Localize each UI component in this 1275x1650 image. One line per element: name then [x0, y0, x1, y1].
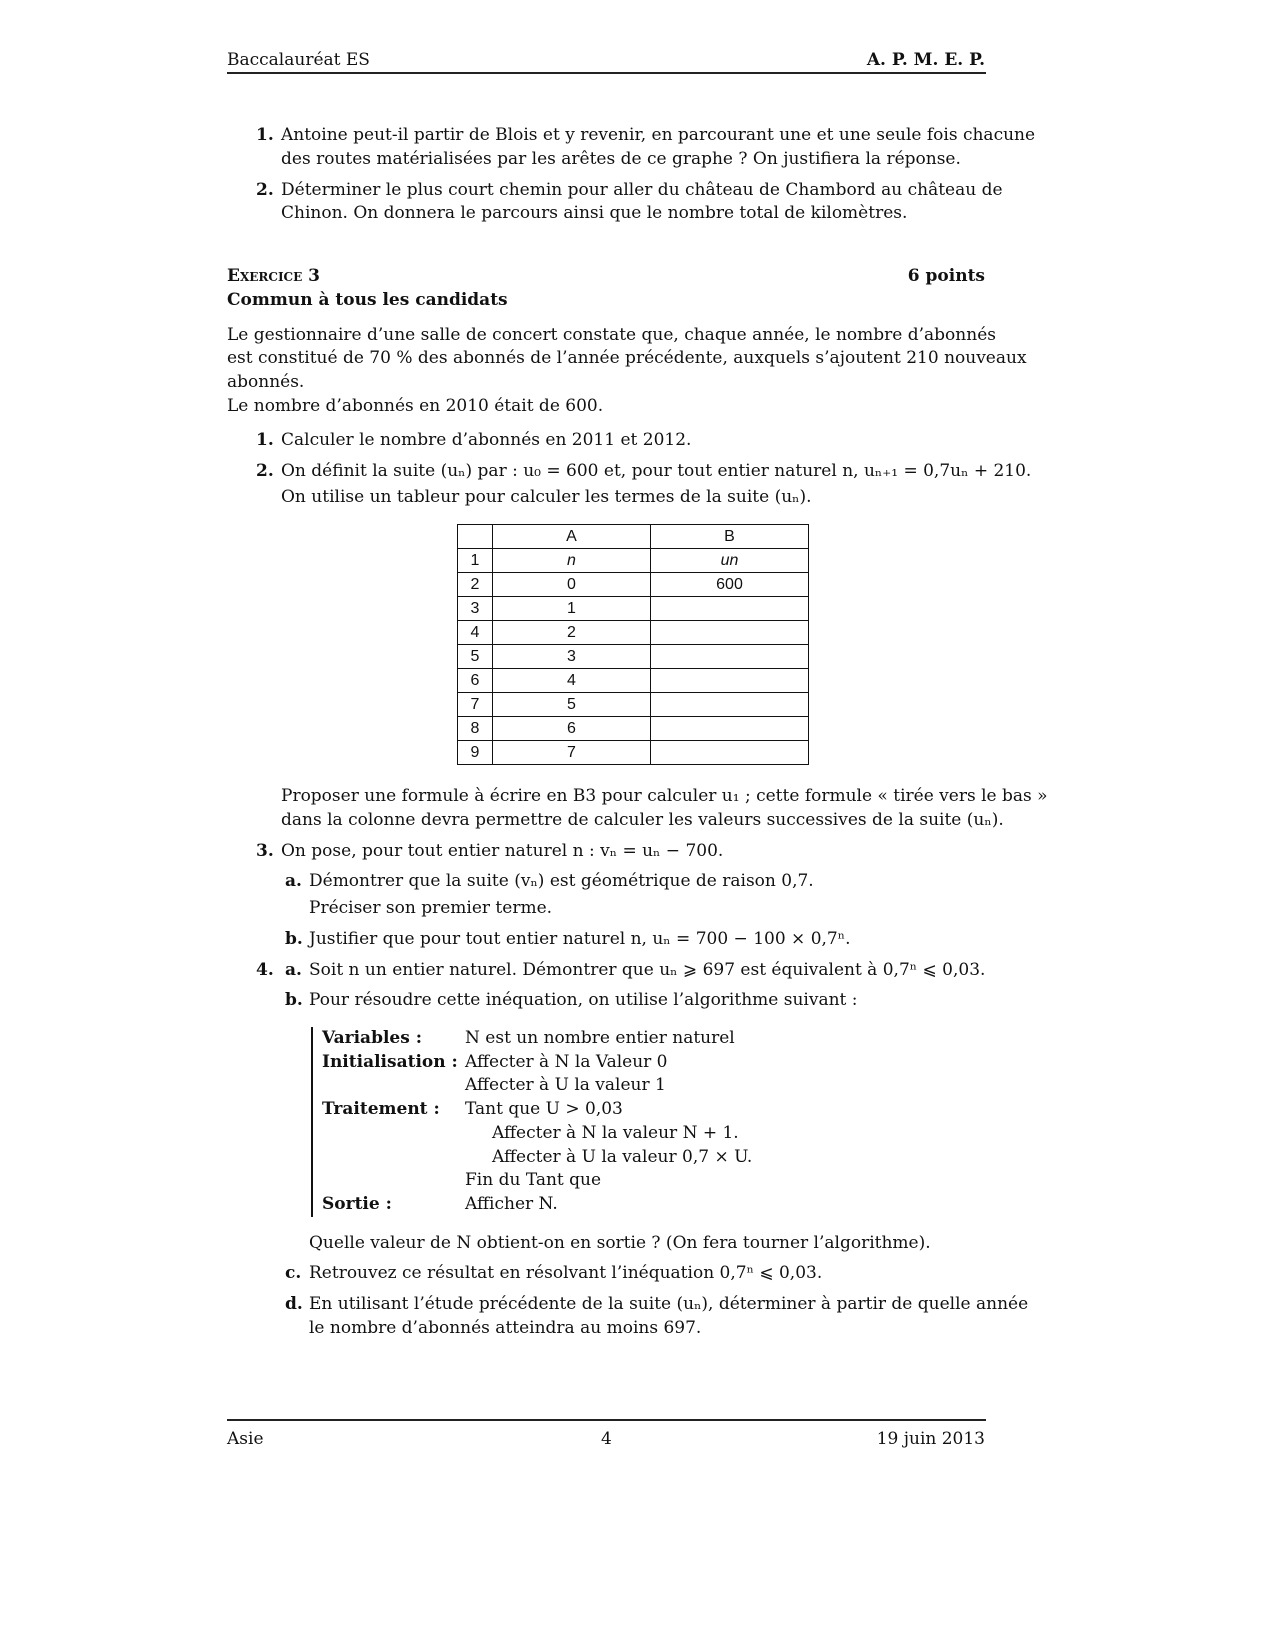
page-number: 4 — [601, 1429, 612, 1449]
item-number: 2. — [256, 180, 274, 200]
algo-line: Afficher N. — [465, 1194, 558, 1214]
text-line: Antoine peut-il partir de Blois et y revenir, en parcourant une et une seule fois chacune — [281, 125, 1036, 145]
table-cell: 4 — [493, 669, 651, 693]
text-line: Justifier que pour tout entier naturel n, uₙ = 700 − 100 × 0,7ⁿ. — [309, 929, 851, 949]
table-header-row — [458, 525, 809, 549]
table-cell — [651, 597, 809, 621]
text-line: Préciser son premier terme. — [309, 898, 553, 918]
algo-label: Traitement : — [322, 1099, 440, 1119]
footer-left: Asie — [227, 1429, 264, 1449]
text-line: le nombre d’abonnés atteindra au moins 697. — [309, 1318, 702, 1338]
row-header: 1 — [458, 549, 493, 573]
row-header: 7 — [458, 693, 493, 717]
table-row — [458, 693, 809, 717]
header-left: Baccalauréat ES — [227, 50, 370, 70]
row-header: 3 — [458, 597, 493, 621]
text-line: Chinon. On donnera le parcours ainsi que le nombre total de kilomètres. — [281, 203, 908, 223]
table-cell: 600 — [651, 573, 809, 597]
table-cell: 0 — [493, 573, 651, 597]
item-number: 3. — [256, 841, 274, 861]
table-cell: un — [651, 549, 809, 573]
exercise-title: Exercice 3 — [227, 266, 320, 286]
item-number: c. — [285, 1263, 302, 1283]
table-cell: 6 — [493, 717, 651, 741]
table-cell — [651, 645, 809, 669]
text-line: des routes matérialisées par les arêtes de ce graphe ? On justifiera la réponse. — [281, 149, 961, 169]
text-line: Proposer une formule à écrire en B3 pour calculer u₁ ; cette formule « tirée vers le bas » — [281, 786, 1048, 806]
table-cell: 3 — [493, 645, 651, 669]
table-cell: 5 — [493, 693, 651, 717]
header-rule — [227, 72, 986, 74]
table-cell — [651, 621, 809, 645]
footer-date: 19 juin 2013 — [876, 1429, 985, 1449]
text-line: Le nombre d’abonnés en 2010 était de 600. — [227, 396, 604, 416]
row-header: 9 — [458, 741, 493, 765]
item-number: 1. — [256, 430, 274, 450]
algo-line: Fin du Tant que — [465, 1170, 602, 1190]
text-line: Déterminer le plus court chemin pour aller du château de Chambord au château de — [281, 180, 1003, 200]
table-cell — [651, 741, 809, 765]
text-line: est constitué de 70 % des abonnés de l’année précédente, auxquels s’ajoutent 210 nouveaux — [227, 348, 1027, 368]
table-row — [458, 621, 809, 645]
text-line: abonnés. — [227, 372, 305, 392]
table-row — [458, 597, 809, 621]
text-line: On utilise un tableur pour calculer les termes de la suite (uₙ). — [281, 487, 812, 507]
algo-line: N est un nombre entier naturel — [465, 1028, 735, 1048]
item-number: 4. — [256, 960, 274, 980]
algorithm-bar — [311, 1027, 313, 1217]
column-header: A — [493, 525, 651, 549]
text-line: Calculer le nombre d’abonnés en 2011 et 2012. — [281, 430, 692, 450]
algo-label: Initialisation : — [322, 1052, 458, 1072]
text-line: En utilisant l’étude précédente de la suite (uₙ), déterminer à partir de quelle année — [309, 1294, 1029, 1314]
table-row — [458, 717, 809, 741]
algo-line: Affecter à N la valeur N + 1. — [492, 1123, 739, 1143]
row-header: 4 — [458, 621, 493, 645]
algo-label: Sortie : — [322, 1194, 392, 1214]
text-line: On pose, pour tout entier naturel n : vₙ = uₙ − 700. — [281, 841, 724, 861]
table-cell: 2 — [493, 621, 651, 645]
row-header: 6 — [458, 669, 493, 693]
footer-rule — [227, 1419, 986, 1421]
item-number: d. — [285, 1294, 303, 1314]
column-header: B — [651, 525, 809, 549]
text-line: Démontrer que la suite (vₙ) est géométrique de raison 0,7. — [309, 871, 814, 891]
row-header: 2 — [458, 573, 493, 597]
item-number: b. — [285, 929, 303, 949]
exercise-points: 6 points — [907, 266, 985, 286]
table-row — [458, 549, 809, 573]
item-number: 2. — [256, 461, 274, 481]
table-row — [458, 645, 809, 669]
item-number: 1. — [256, 125, 274, 145]
algo-line: Affecter à N la Valeur 0 — [465, 1052, 668, 1072]
text-line: Retrouvez ce résultat en résolvant l’inéquation 0,7ⁿ ⩽ 0,03. — [309, 1263, 823, 1283]
text-line: Le gestionnaire d’une salle de concert constate que, chaque année, le nombre d’abonnés — [227, 325, 996, 345]
algo-line: Affecter à U la valeur 1 — [465, 1075, 666, 1095]
item-number: a. — [285, 960, 302, 980]
algo-line: Affecter à U la valeur 0,7 × U. — [492, 1147, 753, 1167]
table-cell: 1 — [493, 597, 651, 621]
row-header: 8 — [458, 717, 493, 741]
row-header: 5 — [458, 645, 493, 669]
table-cell: n — [493, 549, 651, 573]
algo-label: Variables : — [322, 1028, 422, 1048]
table-cell — [651, 693, 809, 717]
text-line: Quelle valeur de N obtient-on en sortie ? (On fera tourner l’algorithme). — [309, 1233, 931, 1253]
table-cell — [458, 525, 493, 549]
item-number: b. — [285, 990, 303, 1010]
text-line: Soit n un entier naturel. Démontrer que uₙ ⩾ 697 est équivalent à 0,7ⁿ ⩽ 0,03. — [309, 960, 986, 980]
exercise-subtitle: Commun à tous les candidats — [227, 290, 508, 310]
table-cell — [651, 717, 809, 741]
text-line: dans la colonne devra permettre de calculer les valeurs successives de la suite (uₙ). — [281, 810, 1004, 830]
header-right: A. P. M. E. P. — [866, 50, 985, 70]
text-line: Pour résoudre cette inéquation, on utilise l’algorithme suivant : — [309, 990, 858, 1010]
algo-line: Tant que U > 0,03 — [465, 1099, 623, 1119]
text-line: On définit la suite (uₙ) par : u₀ = 600 et, pour tout entier naturel n, uₙ₊₁ = 0,7uₙ + 210. — [281, 461, 1032, 481]
spreadsheet-table — [457, 524, 809, 765]
table-row — [458, 741, 809, 765]
item-number: a. — [285, 871, 302, 891]
table-row — [458, 573, 809, 597]
table-cell — [651, 669, 809, 693]
table-cell: 7 — [493, 741, 651, 765]
table-row — [458, 669, 809, 693]
